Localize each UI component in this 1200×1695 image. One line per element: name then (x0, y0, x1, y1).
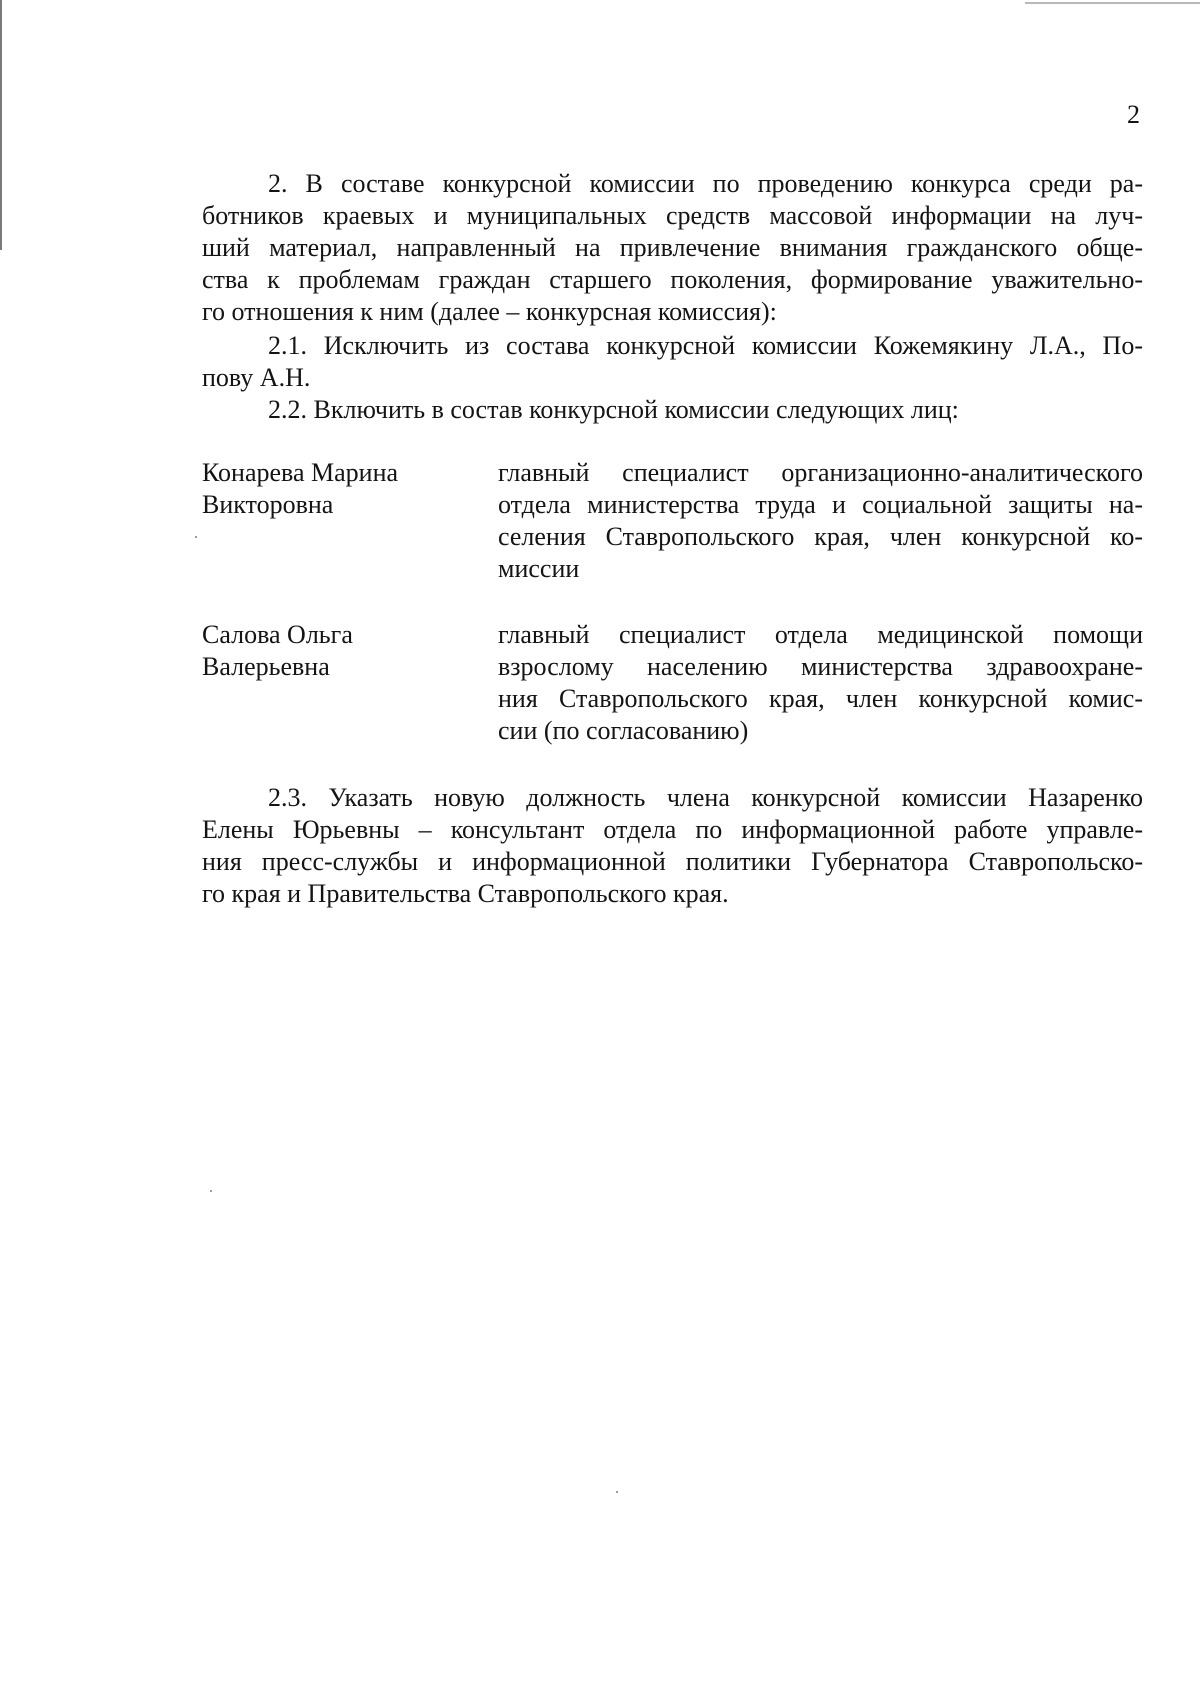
text-line: миссии (498, 554, 580, 583)
section-2-paragraph (202, 168, 1143, 328)
text-line: 2.2. Включить в состав конкурсной комиссии следующих лиц: (268, 395, 959, 424)
name-line: Конарева Марина (202, 458, 399, 487)
text-line: пову А.Н. (202, 363, 311, 392)
page-number: 2 (1127, 100, 1140, 129)
scan-speck (210, 1190, 212, 1192)
text-line: главный специалист организационно-аналитического (498, 458, 1143, 487)
member-position (498, 619, 1143, 747)
text-line: ства к проблемам граждан старшего поколения, формирование уважительно- (202, 265, 1143, 294)
scan-speck (195, 536, 197, 538)
scan-speck (616, 1491, 618, 1493)
member-position (498, 457, 1143, 585)
text-line: сии (по согласованию) (498, 716, 749, 745)
text-line: 2.1. Исключить из состава конкурсной комиссии Кожемякину Л.А., По- (268, 331, 1143, 360)
text-line: взрослому населению министерства здравоохране- (498, 652, 1143, 681)
text-line: ботников краевых и муниципальных средств массовой информации на луч- (202, 201, 1143, 230)
text-line: го отношения к ним (далее – конкурсная комиссия): (202, 297, 777, 326)
text-line: Елены Юрьевны – консультант отдела по информационной работе управле- (202, 815, 1143, 844)
name-line: Викторовна (202, 490, 334, 519)
name-line: Салова Ольга (202, 620, 353, 649)
text-line: отдела министерства труда и социальной защиты на- (498, 490, 1143, 519)
text-line: ния пресс-службы и информационной политики Губернатора Ставропольско- (202, 847, 1143, 876)
item-2-2-paragraph (202, 394, 1143, 426)
text-line: селения Ставропольского края, член конкурсной ко- (498, 522, 1143, 551)
item-2-3-paragraph (202, 782, 1143, 910)
text-line: го края и Правительства Ставропольского края. (202, 879, 729, 908)
text-line: ший материал, направленный на привлечение внимания гражданского обще- (202, 233, 1143, 262)
text-line: ния Ставропольского края, член конкурсной комис- (498, 684, 1143, 713)
item-2-1-paragraph (202, 330, 1143, 394)
member-name (202, 619, 482, 683)
text-line: 2. В составе конкурсной комиссии по проведению конкурса среди ра- (268, 169, 1143, 198)
text-line: 2.3. Указать новую должность члена конкурсной комиссии Назаренко (268, 783, 1143, 812)
scan-edge-left (0, 0, 2, 250)
text-line: главный специалист отдела медицинской помощи (498, 620, 1143, 649)
scan-edge-top (1025, 2, 1200, 4)
member-name (202, 457, 482, 521)
name-line: Валерьевна (202, 652, 330, 681)
